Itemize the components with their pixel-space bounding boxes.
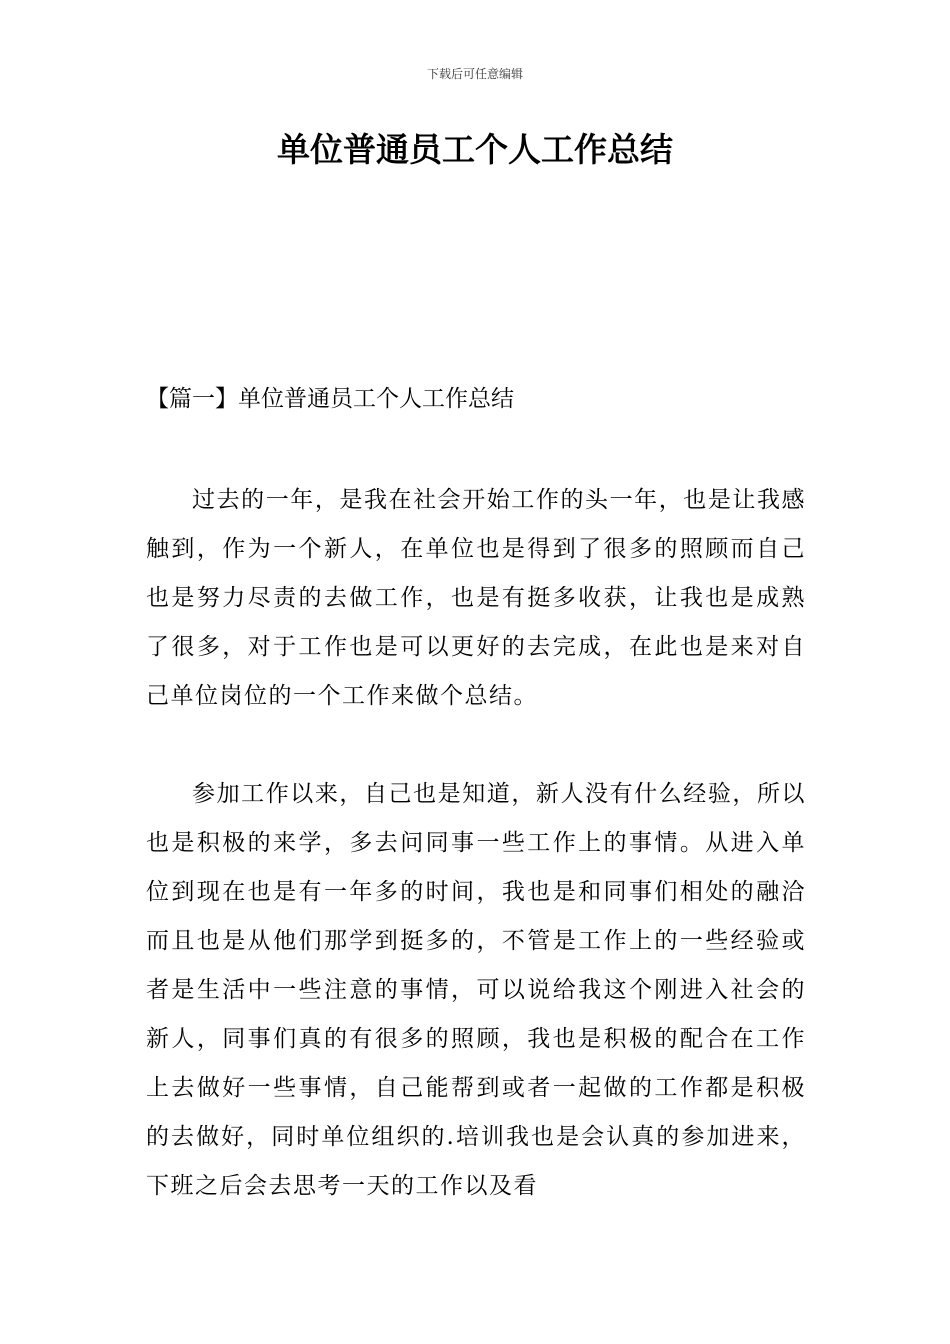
section-heading: 【篇一】单位普通员工个人工作总结 [146,386,514,412]
header-note: 下载后可任意编辑 [426,67,523,81]
document-title: 单位普通员工个人工作总结 [277,130,673,169]
body-paragraph-1: 过去的一年，是我在社会开始工作的头一年，也是让我感触到，作为一个新人，在单位也是得到了很多的照顾而自己也是努力尽责的去做工作，也是有挺多收获，让我也是成熟了很多，对于工作也是可以更好的去完成，在此也是来对自己单位岗位的一个工作来做个总结。 [146,487,806,709]
body-paragraph-2: 参加工作以来，自己也是知道，新人没有什么经验，所以也是积极的来学，多去问同事一些工作上的事情。从进入单位到现在也是有一年多的时间，我也是和同事们相处的融洽而且也是从他们那学到挺多的，不管是工作上的一些经验或者是生活中一些注意的事情，可以说给我这个刚进入社会的新人，同事们真的有很多的照顾，我也是积极的配合在工作上去做好一些事情，自己能帮到或者一起做的工作都是积极的去做好，同时单位组织的.培训我也是会认真的参加进来，下班之后会去思考一天的工作以及看 [146,781,806,1199]
